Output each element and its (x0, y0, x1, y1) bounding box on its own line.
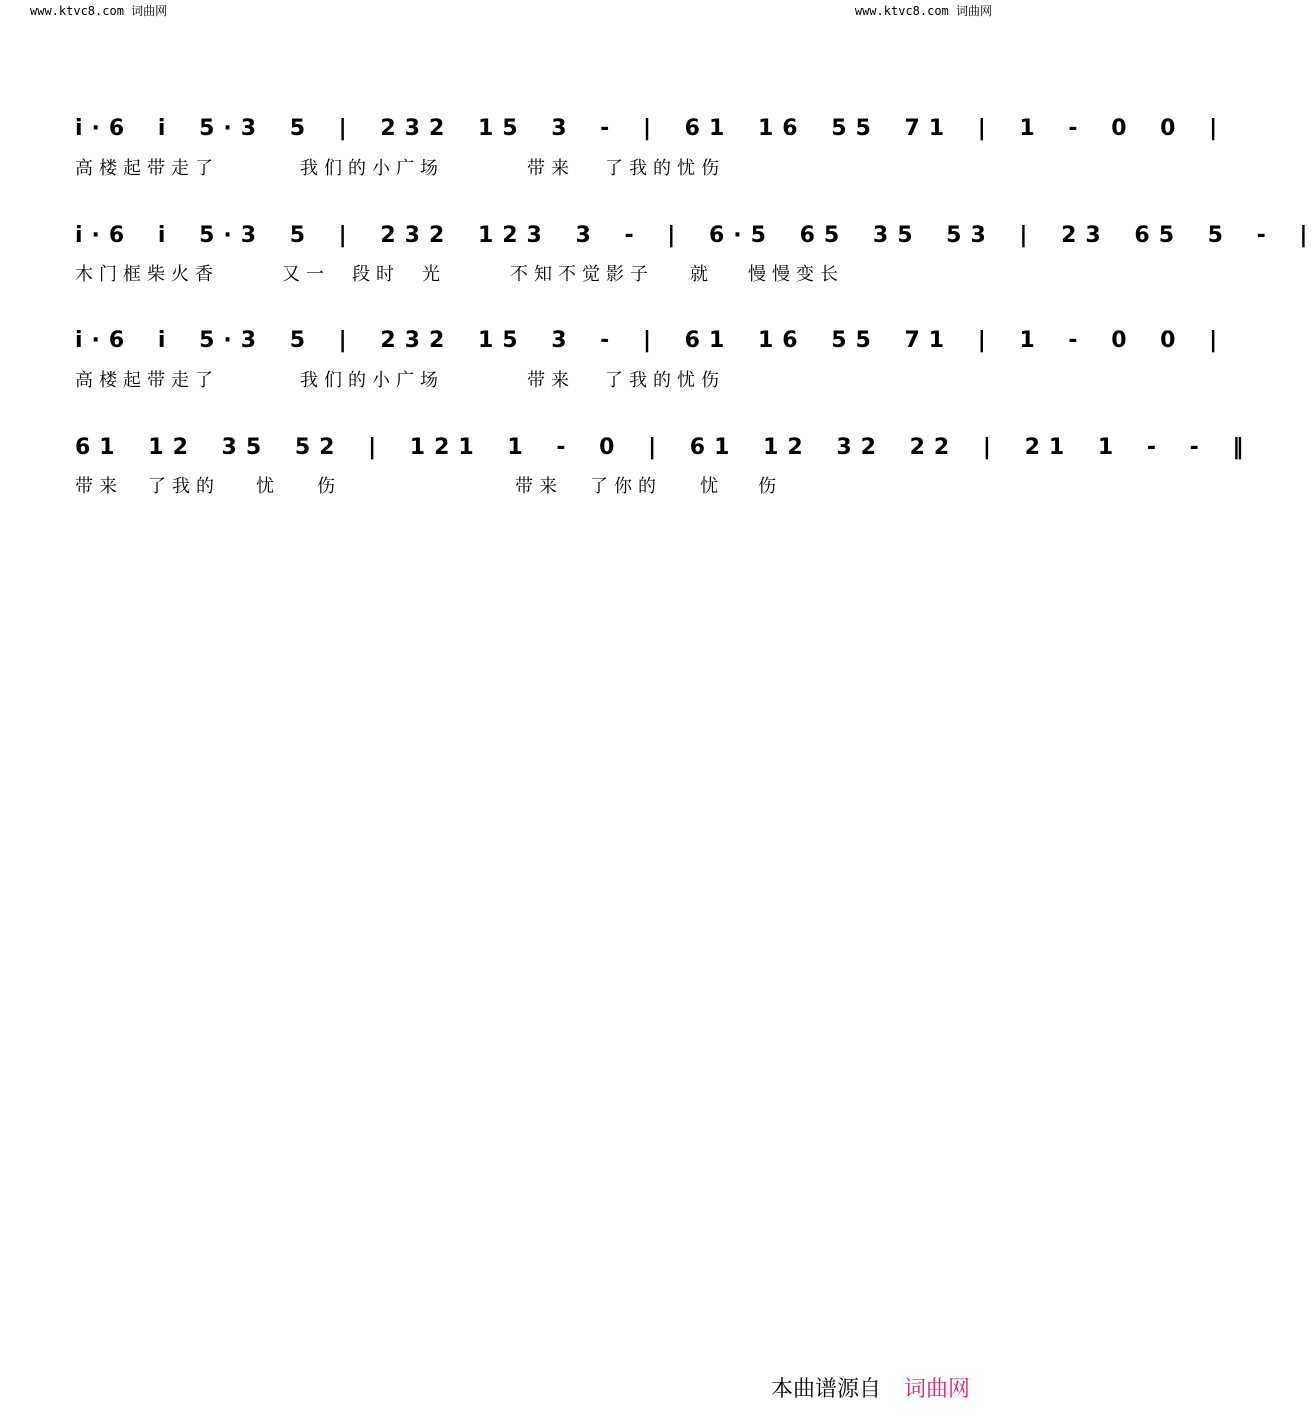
lyric-line-1-segment-3: 带来 (527, 158, 575, 179)
lyric-line-4-segment-4: 伤 (317, 476, 341, 497)
lyric-line-3-segment-2: 我们的小广场 (300, 370, 444, 391)
lyric-line-2-segment-4: 光 (422, 264, 446, 285)
notation-line-3: i·6 i 5·3 5 | 232 15 3 - | 61 16 55 71 | 1 - 0 0 | (75, 328, 1227, 353)
lyric-line-2-segment-5: 不知不觉影子 (510, 264, 654, 285)
footer (771, 1372, 970, 1403)
lyric-line-3-segment-4: 了我的忧伤 (605, 370, 725, 391)
lyric-line-4-segment-1: 带来 (75, 476, 123, 497)
notation-line-1: i·6 i 5·3 5 | 232 15 3 - | 61 16 55 71 | 1 - 0 0 | (75, 116, 1227, 141)
footer-source-label: 本曲谱源自 (770, 1377, 881, 1402)
lyric-line-1-segment-4: 了我的忧伤 (605, 158, 725, 179)
lyric-line-4-segment-8: 伤 (758, 476, 782, 497)
lyric-line-4-segment-5: 带来 (515, 476, 563, 497)
notation-line-2: i·6 i 5·3 5 | 232 123 3 - | 6·5 65 35 53 | 23 65 5 - | (75, 223, 1316, 248)
lyric-line-1-segment-1: 高楼起带走了 (75, 158, 219, 179)
header-site-left[interactable]: www.ktvc8.com 词曲网 (30, 4, 168, 18)
lyric-line-2-segment-6: 就 (690, 264, 714, 285)
lyric-line-4-segment-7: 忧 (700, 476, 724, 497)
lyric-line-4-segment-3: 忧 (256, 476, 280, 497)
lyric-line-2-segment-3: 段时 (352, 264, 400, 285)
notation-line-4: 61 12 35 52 | 121 1 - 0 | 61 12 32 22 | 21 1 - - ‖ (75, 435, 1253, 460)
lyric-line-1-segment-2: 我们的小广场 (300, 158, 444, 179)
header-site-right[interactable]: www.ktvc8.com 词曲网 (854, 4, 992, 18)
lyric-line-4-segment-2: 了我的 (148, 476, 220, 497)
lyric-line-2-segment-7: 慢慢变长 (748, 264, 844, 285)
lyric-line-3-segment-1: 高楼起带走了 (75, 370, 219, 391)
lyric-line-2-segment-1: 木门框柴火香 (75, 264, 219, 285)
lyric-line-2-segment-2: 又一 (282, 264, 330, 285)
footer-site-link[interactable]: 词曲网 (903, 1377, 970, 1402)
lyric-line-4-segment-6: 了你的 (590, 476, 662, 497)
lyric-line-3-segment-3: 带来 (527, 370, 575, 391)
score (0, 0, 1316, 520)
